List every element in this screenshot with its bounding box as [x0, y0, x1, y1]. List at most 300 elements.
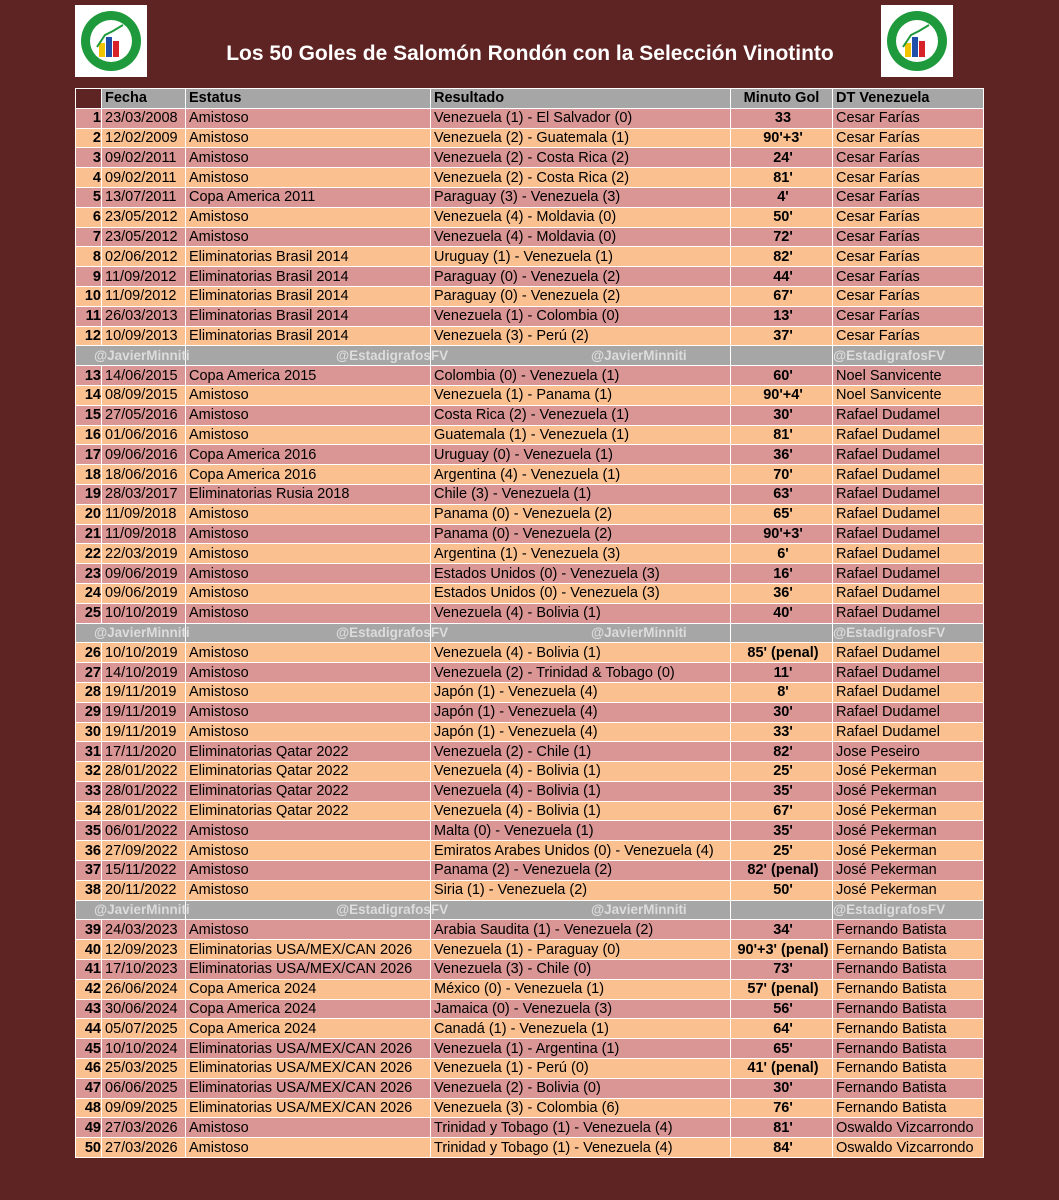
goal-result: Arabia Saudita (1) - Venezuela (2) [431, 920, 731, 940]
goal-number: 24 [76, 583, 102, 603]
goal-coach: Noel Sanvicente [833, 385, 984, 405]
goal-result: Japón (1) - Venezuela (4) [431, 682, 731, 702]
goal-result: Venezuela (4) - Bolivia (1) [431, 603, 731, 623]
goal-competition: Eliminatorias Brasil 2014 [186, 247, 431, 267]
goal-result: Uruguay (1) - Venezuela (1) [431, 247, 731, 267]
goal-minute: 25' [731, 762, 833, 782]
goal-number: 41 [76, 960, 102, 980]
goal-number: 40 [76, 940, 102, 960]
goal-coach: Cesar Farías [833, 227, 984, 247]
goal-minute: 82' [731, 247, 833, 267]
goal-minute: 73' [731, 960, 833, 980]
goal-competition: Eliminatorias Brasil 2014 [186, 326, 431, 346]
goal-result: Argentina (1) - Venezuela (3) [431, 544, 731, 564]
goal-date: 19/11/2019 [102, 702, 186, 722]
goal-competition: Eliminatorias USA/MEX/CAN 2026 [186, 1098, 431, 1118]
watermark-text: @EstadigrafosFV [833, 346, 984, 366]
goal-competition: Amistoso [186, 722, 431, 742]
goal-date: 27/03/2026 [102, 1118, 186, 1138]
goal-result: Colombia (0) - Venezuela (1) [431, 366, 731, 386]
watermark-text: @EstadigrafosFV [833, 623, 984, 643]
goal-coach: Rafael Dudamel [833, 643, 984, 663]
goal-coach: José Pekerman [833, 880, 984, 900]
goal-date: 10/10/2019 [102, 643, 186, 663]
goal-row [76, 227, 984, 247]
goal-number: 36 [76, 841, 102, 861]
goal-row [76, 168, 984, 188]
goal-number: 28 [76, 682, 102, 702]
goal-minute: 50' [731, 880, 833, 900]
goal-date: 02/06/2012 [102, 247, 186, 267]
goal-result: Argentina (4) - Venezuela (1) [431, 465, 731, 485]
goal-competition: Amistoso [186, 108, 431, 128]
watermark-spacer [731, 346, 833, 366]
goal-coach: Rafael Dudamel [833, 425, 984, 445]
goal-coach: Cesar Farías [833, 326, 984, 346]
goal-date: 24/03/2023 [102, 920, 186, 940]
goal-coach: Jose Peseiro [833, 742, 984, 762]
watermark-text: @JavierMinniti [76, 346, 186, 366]
goal-number: 8 [76, 247, 102, 267]
goal-result: Venezuela (4) - Bolivia (1) [431, 781, 731, 801]
goal-number: 46 [76, 1059, 102, 1079]
goal-competition: Amistoso [186, 1118, 431, 1138]
goal-competition: Amistoso [186, 504, 431, 524]
goal-number: 49 [76, 1118, 102, 1138]
goal-number: 35 [76, 821, 102, 841]
goal-competition: Copa America 2016 [186, 465, 431, 485]
goal-minute: 40' [731, 603, 833, 623]
estadigrafos-logo-graphic [75, 5, 147, 77]
goal-row [76, 1138, 984, 1158]
goal-result: Venezuela (4) - Bolivia (1) [431, 643, 731, 663]
goal-minute: 33 [731, 108, 833, 128]
goal-result: Venezuela (2) - Guatemala (1) [431, 128, 731, 148]
goal-result: México (0) - Venezuela (1) [431, 979, 731, 999]
goal-result: Venezuela (2) - Chile (1) [431, 742, 731, 762]
goal-date: 23/03/2008 [102, 108, 186, 128]
goal-number: 42 [76, 979, 102, 999]
goal-date: 17/10/2023 [102, 960, 186, 980]
goal-minute: 30' [731, 405, 833, 425]
goal-result: Venezuela (2) - Bolivia (0) [431, 1078, 731, 1098]
goal-row [76, 603, 984, 623]
goal-minute: 72' [731, 227, 833, 247]
watermark-text: @JavierMinniti [431, 346, 731, 366]
goal-minute: 70' [731, 465, 833, 485]
watermark-text: @EstadigrafosFV [186, 346, 431, 366]
goal-competition: Eliminatorias Qatar 2022 [186, 762, 431, 782]
goal-minute: 25' [731, 841, 833, 861]
goal-date: 27/05/2016 [102, 405, 186, 425]
goal-row [76, 920, 984, 940]
goal-number: 30 [76, 722, 102, 742]
goal-number: 6 [76, 207, 102, 227]
goal-date: 13/07/2011 [102, 187, 186, 207]
goal-date: 10/09/2013 [102, 326, 186, 346]
goal-row [76, 108, 984, 128]
goal-competition: Amistoso [186, 168, 431, 188]
goal-minute: 84' [731, 1138, 833, 1158]
goal-date: 23/05/2012 [102, 207, 186, 227]
goal-date: 11/09/2012 [102, 267, 186, 287]
goal-result: Canadá (1) - Venezuela (1) [431, 1019, 731, 1039]
goal-date: 08/09/2015 [102, 385, 186, 405]
goal-result: Chile (3) - Venezuela (1) [431, 484, 731, 504]
goal-result: Trinidad y Tobago (1) - Venezuela (4) [431, 1118, 731, 1138]
goal-number: 43 [76, 999, 102, 1019]
goal-coach: Fernando Batista [833, 1059, 984, 1079]
goal-number: 23 [76, 564, 102, 584]
goal-number: 45 [76, 1039, 102, 1059]
goal-result: Guatemala (1) - Venezuela (1) [431, 425, 731, 445]
watermark-text: @EstadigrafosFV [833, 900, 984, 920]
goal-row [76, 999, 984, 1019]
goal-coach: Fernando Batista [833, 1039, 984, 1059]
goal-row [76, 207, 984, 227]
goal-minute: 90'+3' [731, 524, 833, 544]
goal-result: Paraguay (0) - Venezuela (2) [431, 267, 731, 287]
goal-number: 12 [76, 326, 102, 346]
goal-coach: Rafael Dudamel [833, 504, 984, 524]
goal-minute: 76' [731, 1098, 833, 1118]
estadigrafos-logo-graphic [881, 5, 953, 77]
goal-competition: Amistoso [186, 920, 431, 940]
goals-table-body [76, 108, 984, 1157]
header-fecha: Fecha [102, 89, 186, 109]
goal-minute: 65' [731, 1039, 833, 1059]
goal-competition: Amistoso [186, 128, 431, 148]
goal-date: 10/10/2024 [102, 1039, 186, 1059]
goal-competition: Eliminatorias Qatar 2022 [186, 742, 431, 762]
goal-row [76, 583, 984, 603]
goal-coach: Cesar Farías [833, 148, 984, 168]
goal-row [76, 742, 984, 762]
goal-coach: Noel Sanvicente [833, 366, 984, 386]
goal-row [76, 880, 984, 900]
goal-result: Estados Unidos (0) - Venezuela (3) [431, 583, 731, 603]
goal-number: 2 [76, 128, 102, 148]
goal-date: 27/03/2026 [102, 1138, 186, 1158]
goal-result: Venezuela (4) - Moldavia (0) [431, 227, 731, 247]
header-resultado: Resultado [431, 89, 731, 109]
goal-minute: 85' (penal) [731, 643, 833, 663]
goal-number: 34 [76, 801, 102, 821]
goal-minute: 4' [731, 187, 833, 207]
watermark-text: @JavierMinniti [76, 900, 186, 920]
goal-date: 26/06/2024 [102, 979, 186, 999]
goal-row [76, 148, 984, 168]
goal-coach: Oswaldo Vizcarrondo [833, 1138, 984, 1158]
goal-minute: 37' [731, 326, 833, 346]
goal-competition: Amistoso [186, 405, 431, 425]
goal-minute: 50' [731, 207, 833, 227]
goal-coach: Fernando Batista [833, 940, 984, 960]
goal-result: Venezuela (1) - Argentina (1) [431, 1039, 731, 1059]
goal-number: 29 [76, 702, 102, 722]
goal-result: Venezuela (1) - Perú (0) [431, 1059, 731, 1079]
goal-number: 48 [76, 1098, 102, 1118]
goal-date: 05/07/2025 [102, 1019, 186, 1039]
watermark-text: @JavierMinniti [431, 900, 731, 920]
goal-competition: Copa America 2024 [186, 999, 431, 1019]
goal-number: 3 [76, 148, 102, 168]
goal-number: 16 [76, 425, 102, 445]
goal-competition: Eliminatorias USA/MEX/CAN 2026 [186, 1059, 431, 1079]
goal-number: 33 [76, 781, 102, 801]
goal-number: 22 [76, 544, 102, 564]
page-title: Los 50 Goles de Salomón Rondón con la Selección Vinotinto [226, 42, 834, 65]
goal-minute: 67' [731, 286, 833, 306]
goal-result: Siria (1) - Venezuela (2) [431, 880, 731, 900]
goal-minute: 36' [731, 445, 833, 465]
goal-date: 12/09/2023 [102, 940, 186, 960]
goal-minute: 64' [731, 1019, 833, 1039]
goal-minute: 35' [731, 781, 833, 801]
goal-row [76, 445, 984, 465]
goal-minute: 67' [731, 801, 833, 821]
goal-result: Jamaica (0) - Venezuela (3) [431, 999, 731, 1019]
goal-result: Venezuela (1) - Colombia (0) [431, 306, 731, 326]
goal-minute: 90'+4' [731, 385, 833, 405]
goal-row [76, 425, 984, 445]
header-minuto-gol: Minuto Gol [731, 89, 833, 109]
goal-coach: Rafael Dudamel [833, 544, 984, 564]
goal-competition: Amistoso [186, 643, 431, 663]
watermark-row [76, 346, 984, 366]
goal-row [76, 484, 984, 504]
goal-number: 15 [76, 405, 102, 425]
goal-date: 28/01/2022 [102, 781, 186, 801]
goal-competition: Eliminatorias USA/MEX/CAN 2026 [186, 1078, 431, 1098]
goal-minute: 8' [731, 682, 833, 702]
goal-minute: 81' [731, 425, 833, 445]
goal-result: Costa Rica (2) - Venezuela (1) [431, 405, 731, 425]
goal-competition: Amistoso [186, 583, 431, 603]
goal-number: 20 [76, 504, 102, 524]
goal-number: 39 [76, 920, 102, 940]
goal-number: 44 [76, 1019, 102, 1039]
goal-row [76, 781, 984, 801]
goal-row [76, 326, 984, 346]
goal-minute: 81' [731, 1118, 833, 1138]
goals-table [75, 88, 984, 1158]
goal-coach: Fernando Batista [833, 1078, 984, 1098]
goal-row [76, 643, 984, 663]
goal-competition: Eliminatorias Brasil 2014 [186, 286, 431, 306]
goal-number: 38 [76, 880, 102, 900]
goal-coach: Rafael Dudamel [833, 484, 984, 504]
goal-coach: Rafael Dudamel [833, 445, 984, 465]
goal-competition: Amistoso [186, 702, 431, 722]
goal-competition: Copa America 2024 [186, 1019, 431, 1039]
goal-date: 06/01/2022 [102, 821, 186, 841]
goal-coach: Fernando Batista [833, 1098, 984, 1118]
goal-date: 27/09/2022 [102, 841, 186, 861]
goal-number: 17 [76, 445, 102, 465]
goal-coach: Cesar Farías [833, 168, 984, 188]
goal-competition: Eliminatorias USA/MEX/CAN 2026 [186, 960, 431, 980]
goal-number: 14 [76, 385, 102, 405]
goal-coach: Rafael Dudamel [833, 682, 984, 702]
goal-row [76, 385, 984, 405]
watermark-text: @EstadigrafosFV [186, 623, 431, 643]
goal-date: 22/03/2019 [102, 544, 186, 564]
goal-minute: 63' [731, 484, 833, 504]
goal-minute: 30' [731, 1078, 833, 1098]
goal-competition: Eliminatorias Qatar 2022 [186, 781, 431, 801]
goal-row [76, 524, 984, 544]
goal-number: 19 [76, 484, 102, 504]
goal-result: Uruguay (0) - Venezuela (1) [431, 445, 731, 465]
goal-row [76, 286, 984, 306]
goal-row [76, 979, 984, 999]
goal-result: Venezuela (4) - Moldavia (0) [431, 207, 731, 227]
goal-row [76, 1078, 984, 1098]
goal-minute: 13' [731, 306, 833, 326]
goal-row [76, 861, 984, 881]
goal-coach: José Pekerman [833, 781, 984, 801]
goal-competition: Copa America 2024 [186, 979, 431, 999]
goal-date: 19/11/2019 [102, 722, 186, 742]
goal-coach: Rafael Dudamel [833, 564, 984, 584]
goal-number: 10 [76, 286, 102, 306]
logo-estadigrafos-left [75, 5, 147, 77]
goal-coach: José Pekerman [833, 801, 984, 821]
goal-row [76, 128, 984, 148]
goal-row [76, 1098, 984, 1118]
goal-coach: Rafael Dudamel [833, 524, 984, 544]
goal-date: 09/02/2011 [102, 148, 186, 168]
goal-coach: José Pekerman [833, 861, 984, 881]
goal-row [76, 821, 984, 841]
goal-date: 11/09/2018 [102, 504, 186, 524]
goal-coach: Rafael Dudamel [833, 722, 984, 742]
goal-coach: Oswaldo Vizcarrondo [833, 1118, 984, 1138]
goal-competition: Eliminatorias USA/MEX/CAN 2026 [186, 940, 431, 960]
goal-number: 26 [76, 643, 102, 663]
goal-row [76, 940, 984, 960]
goal-minute: 65' [731, 504, 833, 524]
goal-number: 1 [76, 108, 102, 128]
goal-competition: Amistoso [186, 227, 431, 247]
goal-row [76, 1059, 984, 1079]
goal-competition: Copa America 2016 [186, 445, 431, 465]
goal-number: 18 [76, 465, 102, 485]
goal-result: Japón (1) - Venezuela (4) [431, 702, 731, 722]
goal-row [76, 762, 984, 782]
goal-row [76, 1118, 984, 1138]
goal-competition: Amistoso [186, 544, 431, 564]
goal-date: 30/06/2024 [102, 999, 186, 1019]
goal-date: 01/06/2016 [102, 425, 186, 445]
goal-date: 09/06/2019 [102, 564, 186, 584]
goal-coach: Cesar Farías [833, 187, 984, 207]
goal-result: Paraguay (3) - Venezuela (3) [431, 187, 731, 207]
goal-result: Venezuela (2) - Costa Rica (2) [431, 168, 731, 188]
goal-result: Venezuela (4) - Bolivia (1) [431, 801, 731, 821]
goal-number: 7 [76, 227, 102, 247]
goal-result: Venezuela (2) - Costa Rica (2) [431, 148, 731, 168]
goal-minute: 56' [731, 999, 833, 1019]
goal-minute: 60' [731, 366, 833, 386]
goal-row [76, 682, 984, 702]
goal-minute: 16' [731, 564, 833, 584]
goal-coach: Cesar Farías [833, 247, 984, 267]
goal-row [76, 801, 984, 821]
goal-minute: 57' (penal) [731, 979, 833, 999]
goal-number: 11 [76, 306, 102, 326]
goal-row [76, 504, 984, 524]
goal-result: Venezuela (1) - Panama (1) [431, 385, 731, 405]
goal-result: Emiratos Arabes Unidos (0) - Venezuela (4) [431, 841, 731, 861]
goal-date: 17/11/2020 [102, 742, 186, 762]
goal-date: 23/05/2012 [102, 227, 186, 247]
goal-coach: Rafael Dudamel [833, 702, 984, 722]
header-num [76, 89, 102, 109]
goal-date: 10/10/2019 [102, 603, 186, 623]
goal-minute: 41' (penal) [731, 1059, 833, 1079]
goal-result: Venezuela (3) - Perú (2) [431, 326, 731, 346]
goal-row [76, 1039, 984, 1059]
goal-number: 21 [76, 524, 102, 544]
goal-coach: Cesar Farías [833, 306, 984, 326]
goal-result: Panama (2) - Venezuela (2) [431, 861, 731, 881]
goal-date: 18/06/2016 [102, 465, 186, 485]
goal-minute: 90'+3' (penal) [731, 940, 833, 960]
header-dt-venezuela: DT Venezuela [833, 89, 984, 109]
goal-minute: 6' [731, 544, 833, 564]
goal-competition: Amistoso [186, 880, 431, 900]
goal-number: 50 [76, 1138, 102, 1158]
goal-date: 09/06/2019 [102, 583, 186, 603]
goal-row [76, 405, 984, 425]
goal-coach: Rafael Dudamel [833, 663, 984, 683]
goal-result: Japón (1) - Venezuela (4) [431, 722, 731, 742]
goal-number: 31 [76, 742, 102, 762]
goal-date: 06/06/2025 [102, 1078, 186, 1098]
watermark-row [76, 900, 984, 920]
goal-date: 19/11/2019 [102, 682, 186, 702]
goal-coach: Cesar Farías [833, 128, 984, 148]
goal-date: 25/03/2025 [102, 1059, 186, 1079]
goal-competition: Amistoso [186, 682, 431, 702]
watermark-spacer [731, 900, 833, 920]
goal-coach: Fernando Batista [833, 960, 984, 980]
goal-competition: Amistoso [186, 821, 431, 841]
goal-row [76, 564, 984, 584]
goal-row [76, 465, 984, 485]
goal-competition: Eliminatorias Qatar 2022 [186, 801, 431, 821]
goal-row [76, 247, 984, 267]
goal-competition: Amistoso [186, 524, 431, 544]
watermark-text: @JavierMinniti [76, 623, 186, 643]
goal-row [76, 544, 984, 564]
goal-competition: Amistoso [186, 148, 431, 168]
goal-minute: 30' [731, 702, 833, 722]
goal-competition: Amistoso [186, 1138, 431, 1158]
goal-result: Paraguay (0) - Venezuela (2) [431, 286, 731, 306]
goal-coach: José Pekerman [833, 841, 984, 861]
watermark-text: @JavierMinniti [431, 623, 731, 643]
goal-coach: Cesar Farías [833, 108, 984, 128]
goal-row [76, 841, 984, 861]
goal-coach: Fernando Batista [833, 1019, 984, 1039]
goal-date: 14/06/2015 [102, 366, 186, 386]
goal-date: 28/01/2022 [102, 762, 186, 782]
goal-row [76, 1019, 984, 1039]
goal-number: 9 [76, 267, 102, 287]
